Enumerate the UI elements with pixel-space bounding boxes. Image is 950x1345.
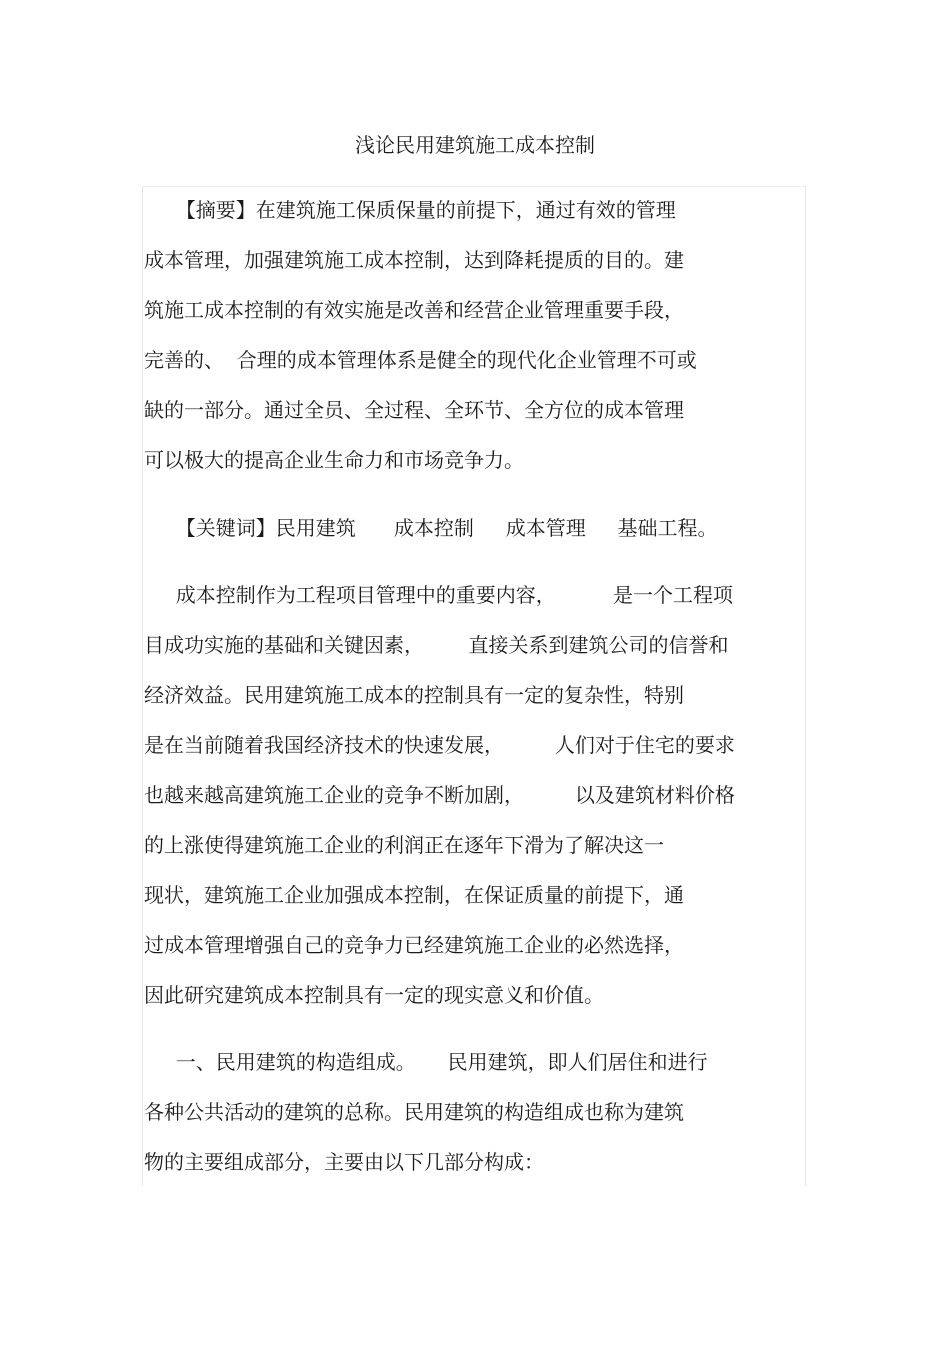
text-line: 物的主要组成部分，主要由以下几部分构成： xyxy=(144,1150,544,1174)
text-line: 筑施工成本控制的有效实施是改善和经营企业管理重要手段， xyxy=(144,298,684,322)
document-title: 浅论民用建筑施工成本控制 xyxy=(355,133,595,157)
text-line: 现状，建筑施工企业加强成本控制，在保证质量的前提下，通 xyxy=(144,883,684,907)
text-line: 一、民用建筑的构造组成。 民用建筑，即人们居住和进行 xyxy=(144,1050,708,1074)
text-line: 可以极大的提高企业生命力和市场竞争力。 xyxy=(144,448,524,472)
text-line: 完善的、 合理的成本管理体系是健全的现代化企业管理不可或 xyxy=(144,348,697,372)
text-line: 【关键词】民用建筑 成本控制 成本管理 基础工程。 xyxy=(144,516,718,540)
text-line: 因此研究建筑成本控制具有一定的现实意义和价值。 xyxy=(144,983,604,1007)
text-line: 缺的一部分。通过全员、全过程、全环节、全方位的成本管理 xyxy=(144,398,684,422)
text-line: 是在当前随着我国经济技术的快速发展， 人们对于住宅的要求 xyxy=(144,733,735,757)
text-line: 成本管理，加强建筑施工成本控制，达到降耗提质的目的。建 xyxy=(144,248,684,272)
text-line: 各种公共活动的建筑的总称。民用建筑的构造组成也称为建筑 xyxy=(144,1100,684,1124)
text-line: 也越来越高建筑施工企业的竞争不断加剧， 以及建筑材料价格 xyxy=(144,783,735,807)
text-line: 成本控制作为工程项目管理中的重要内容， 是一个工程项 xyxy=(144,583,734,607)
text-line: 目成功实施的基础和关键因素， 直接关系到建筑公司的信誉和 xyxy=(144,633,729,657)
text-line: 【摘要】在建筑施工保质保量的前提下，通过有效的管理 xyxy=(144,198,676,222)
text-line: 的上涨使得建筑施工企业的利润正在逐年下滑为了解决这一 xyxy=(144,833,664,857)
text-line: 经济效益。民用建筑施工成本的控制具有一定的复杂性，特别 xyxy=(144,683,684,707)
text-line: 过成本管理增强自己的竞争力已经建筑施工企业的必然选择， xyxy=(144,933,684,957)
